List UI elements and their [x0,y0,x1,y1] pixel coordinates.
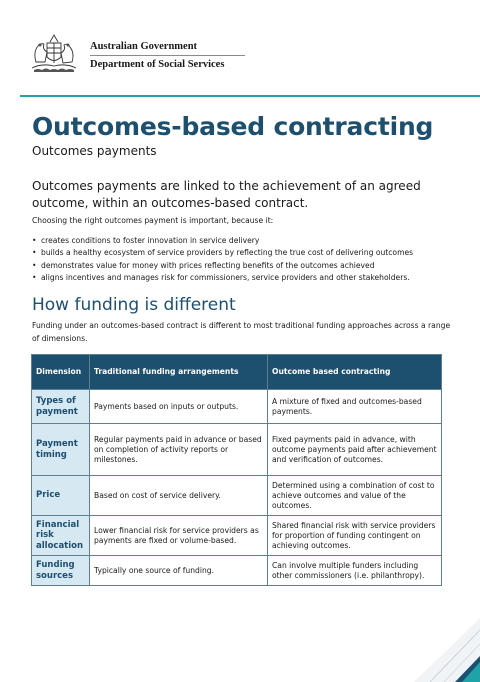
column-header: Outcome based contracting [268,355,442,390]
department-name: Department of Social Services [90,59,225,70]
table-cell: Based on cost of service delivery. [90,476,268,516]
lead-paragraph: Outcomes payments are linked to the achievement of an agreed outcome, within an outcomes-based contract. [32,179,421,210]
page-subtitle: Outcomes payments [32,144,157,158]
header-divider [90,55,245,56]
table-row [32,516,442,556]
table-cell: Regular payments paid in advance or based on completion of activity reports or milestones. [90,424,268,476]
government-name: Australian Government [90,41,198,52]
column-header: Dimension [32,355,90,390]
page-title: Outcomes-based contracting [32,112,434,141]
row-header: Types of payment [32,390,90,424]
table-cell: Shared financial risk with service providers for proportion of funding contingent on achieving outcomes. [268,516,442,556]
table-row [32,390,442,424]
table-row [32,424,442,476]
table-cell: Typically one source of funding. [90,556,268,586]
table-header-row [32,355,442,390]
benefits-list [32,235,413,284]
row-header: Funding sources [32,556,90,586]
list-item: • creates conditions to foster innovation in service delivery [32,235,413,247]
table-cell: Payments based on inputs or outputs. [90,390,268,424]
intro-text: Choosing the right outcomes payment is important, because it: [32,216,274,225]
section-heading: How funding is different [32,295,236,315]
coat-of-arms-logo [28,32,80,76]
section-paragraph: Funding under an outcomes-based contract is different to most traditional funding approaches across a range of dimensions. [32,321,451,343]
table-cell: A mixture of fixed and outcomes-based payments. [268,390,442,424]
row-header: Financial risk allocation [32,516,90,556]
column-header: Traditional funding arrangements [90,355,268,390]
table-row [32,476,442,516]
table-cell: Lower financial risk for service providers as payments are fixed or volume-based. [90,516,268,556]
table-cell: Can involve multiple funders including other commissioners (i.e. philanthropy). [268,556,442,586]
row-header: Payment timing [32,424,90,476]
list-item: • aligns incentives and manages risk for commissioners, service providers and other stakeholders. [32,272,413,284]
list-item: • demonstrates value for money with prices reflecting benefits of the outcomes achieved [32,260,413,272]
row-header: Price [32,476,90,516]
corner-decoration [400,600,480,682]
table-cell: Determined using a combination of cost to achieve outcomes and value of the outcomes. [268,476,442,516]
list-item: • builds a healthy ecosystem of service providers by reflecting the true cost of delivering outcomes [32,247,413,259]
header [28,32,448,82]
header-rule [20,95,480,97]
table-row [32,556,442,586]
table-cell: Fixed payments paid in advance, with outcome payments paid after achievement and verification of outcomes. [268,424,442,476]
comparison-table [31,354,442,586]
